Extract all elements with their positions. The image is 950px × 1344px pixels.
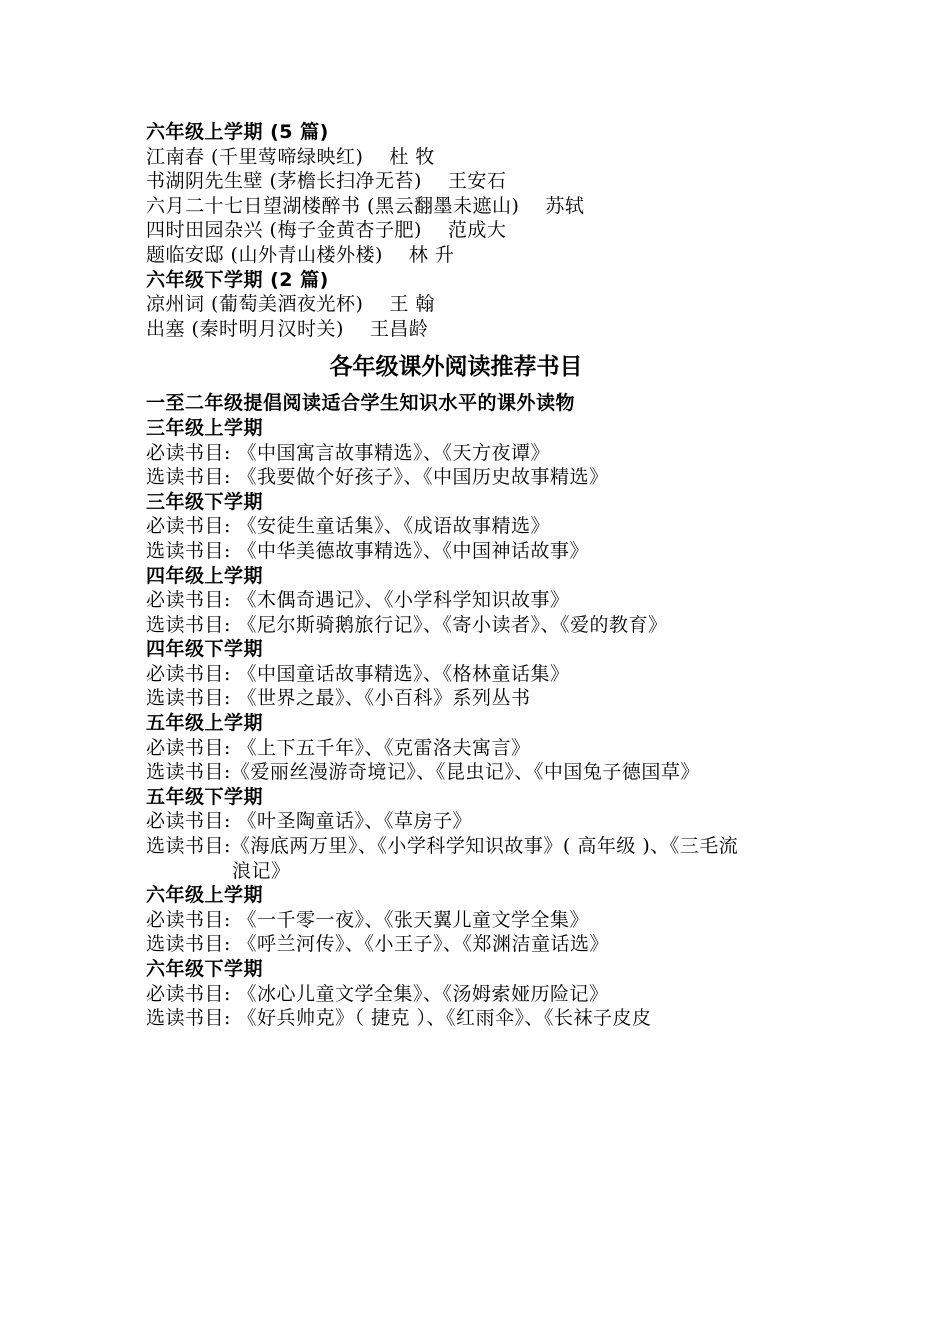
poem-author: 杜 牧 — [389, 145, 435, 168]
optional-books: 选读书目:《海底两万里》、《小学科学知识故事》( 高年级 )、《三毛流 — [146, 835, 739, 858]
required-books: 必读书目: 《木偶奇遇记》、《小学科学知识故事》 — [146, 589, 570, 612]
required-books: 必读书目: 《中国童话故事精选》、《格林童话集》 — [146, 662, 570, 685]
poem-title: 江南春 (千里莺啼绿映红) — [146, 145, 364, 168]
poem-line — [146, 194, 826, 219]
poem-author: 王 翰 — [389, 293, 435, 316]
section-heading: 三年级上学期 — [146, 416, 264, 439]
required-books: 必读书目: 《一千零一夜》、《张天翼儿童文学全集》 — [146, 908, 589, 931]
optional-books: 选读书目: 《中华美德故事精选》、《中国神话故事》 — [146, 539, 589, 562]
poem-line — [146, 317, 826, 342]
poem-title: 四时田园杂兴 (梅子金黄杏子肥) — [146, 219, 422, 242]
section-heading: 三年级下学期 — [146, 490, 264, 513]
poem-title: 题临安邸 (山外青山楼外楼) — [146, 243, 383, 266]
section-heading: 六年级上学期 — [146, 884, 264, 907]
required-books: 必读书目: 《叶圣陶童话》、《草房子》 — [146, 810, 472, 833]
g6-up-heading: 六年级上学期 (5 篇) — [146, 121, 329, 143]
section-heading: 五年级上学期 — [146, 712, 264, 735]
required-books: 必读书目: 《中国寓言故事精选》、《天方夜谭》 — [146, 441, 550, 464]
poem-title: 六月二十七日望湖楼醉书 (黑云翻墨未遮山) — [146, 194, 520, 217]
poem-author: 范成大 — [447, 219, 507, 242]
poem-title: 出塞 (秦时明月汉时关) — [146, 317, 344, 340]
required-books: 必读书目: 《安徒生童话集》、《成语故事精选》 — [146, 515, 550, 538]
poem-line — [146, 292, 826, 317]
poem-line — [146, 243, 826, 268]
reading-title: 各年级课外阅读推荐书目 — [329, 354, 583, 381]
section-heading: 五年级下学期 — [146, 785, 264, 808]
poem-title: 凉州词 (葡萄美酒夜光杯) — [146, 293, 364, 316]
optional-books: 选读书目: 《呼兰河传》、《小王子》、《郑渊洁童话选》 — [146, 933, 609, 956]
optional-books: 选读书目: 《好兵帅克》（ 捷克 ）、《红雨伞》、《长袜子皮皮 — [146, 1007, 652, 1030]
document-page — [146, 120, 826, 1031]
reading-intro: 一至二年级提倡阅读适合学生知识水平的课外读物 — [146, 392, 576, 415]
optional-books: 选读书目: 《尼尔斯骑鹅旅行记》、《寄小读者》、《爱的教育》 — [146, 613, 668, 636]
required-books: 必读书目: 《冰心儿童文学全集》、《汤姆索娅历险记》 — [146, 982, 609, 1005]
poem-author: 王昌龄 — [369, 317, 429, 340]
section-heading: 六年级下学期 — [146, 958, 264, 980]
optional-books-continued: 浪记》 — [232, 859, 291, 882]
section-heading: 四年级下学期 — [146, 638, 264, 661]
optional-books: 选读书目: 《世界之最》、《小百科》系列丛书 — [146, 687, 531, 710]
section-heading: 四年级上学期 — [146, 564, 264, 587]
poem-author: 林 升 — [408, 243, 455, 266]
required-books: 必读书目: 《上下五千年》、《克雷洛夫寓言》 — [146, 736, 531, 759]
poem-line — [146, 218, 826, 243]
optional-books: 选读书目: 《我要做个好孩子》、《中国历史故事精选》 — [146, 466, 609, 489]
optional-books: 选读书目:《爱丽丝漫游奇境记》、《昆虫记》、《中国兔子德国草》 — [146, 761, 700, 784]
poem-author: 王安石 — [447, 170, 507, 193]
g6-down-heading: 六年级下学期 (2 篇) — [146, 268, 329, 291]
poem-author: 苏轼 — [545, 194, 585, 217]
poem-line — [146, 145, 826, 170]
poem-line — [146, 169, 826, 194]
poem-title: 书湖阴先生壁 (茅檐长扫净无苔) — [146, 170, 422, 193]
